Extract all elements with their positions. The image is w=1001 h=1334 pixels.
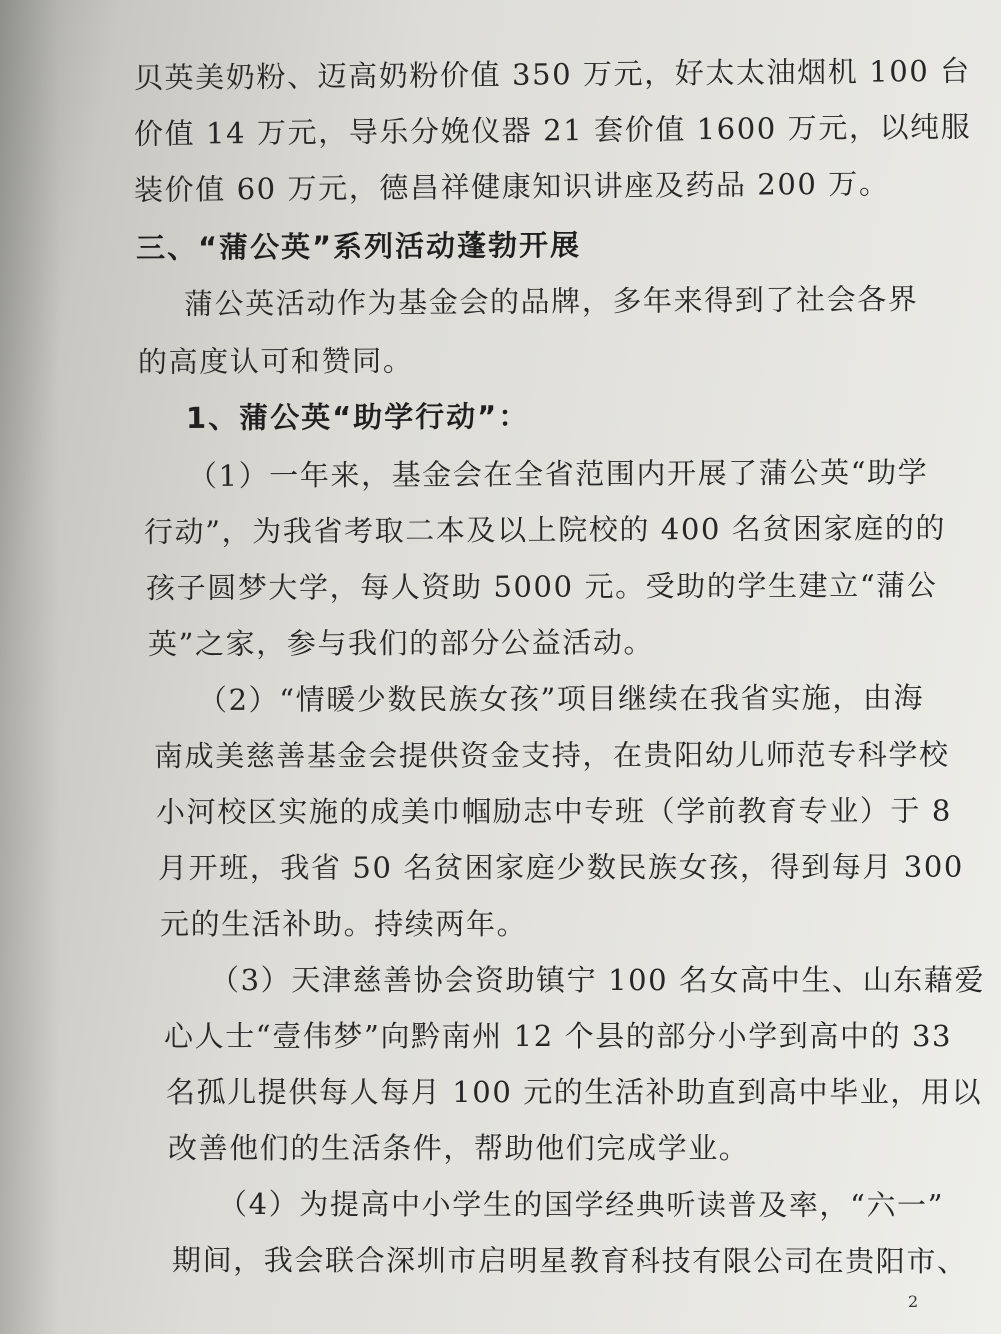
text-line: 装价值 60 万元，德昌祥健康知识讲座及药品 200 万。 xyxy=(133,166,890,207)
text-line: 小河校区实施的成美巾帼励志中专班（学前教育专业）于 8 xyxy=(155,793,952,829)
text-line: 改善他们的生活条件，帮助他们完成学业。 xyxy=(168,1131,750,1165)
text-line: （3）天津慈善协会资助镇宁 100 名女高中生、山东藉爱 xyxy=(210,963,986,997)
text-line: （4）为提高中小学生的国学经典听读普及率，“六一” xyxy=(217,1187,945,1223)
text-line: 英”之家，参与我们的部分公益活动。 xyxy=(147,625,655,661)
text-line: 蒲公英活动作为基金会的品牌，多年来得到了社会各界 xyxy=(183,281,919,321)
text-line: 期间，我会联合深圳市启明星教育科技有限公司在贵阳市、 xyxy=(171,1243,968,1279)
text-line: 价值 14 万元，导乐分娩仪器 21 套价值 1600 万元，以纯服 xyxy=(133,109,972,151)
text-line: 南成美慈善基金会提供资金支持，在贵阳幼儿师范专科学校 xyxy=(153,737,950,773)
section-heading: 三、“蒲公英”系列活动蓬勃开展 xyxy=(135,227,582,265)
page-number: 2 xyxy=(908,1292,919,1311)
text-line: 心人士“壹伟梦”向黔南州 12 个县的部分小学到高中的 33 xyxy=(164,1019,953,1053)
text-line: 的高度认可和赞同。 xyxy=(137,343,414,379)
text-line: 元的生活补助。持续两年。 xyxy=(160,907,528,941)
text-line: （2）“情暖少数民族女孩”项目继续在我省实施，由海 xyxy=(197,680,925,717)
subsection-heading: 1、蒲公英“助学行动”： xyxy=(185,399,530,435)
text-line: 贝英美奶粉、迈高奶粉价值 350 万元，好太太油烟机 100 台 xyxy=(133,53,971,95)
text-line: （1）一年来，基金会在全省范围内开展了蒲公英“助学 xyxy=(187,455,929,493)
text-line: 名孤儿提供每人每月 100 元的生活补助直到高中毕业，用以 xyxy=(166,1075,983,1109)
text-line: 孩子圆梦大学，每人资助 5000 元。受助的学生建立“蒲公 xyxy=(145,568,938,605)
text-line: 月开班，我省 50 名贫困家庭少数民族女孩，得到每月 300 xyxy=(157,849,964,885)
text-line: 行动”，为我省考取二本及以上院校的 400 名贫困家庭的的 xyxy=(143,510,947,549)
page-edge-shadow xyxy=(0,0,60,1334)
